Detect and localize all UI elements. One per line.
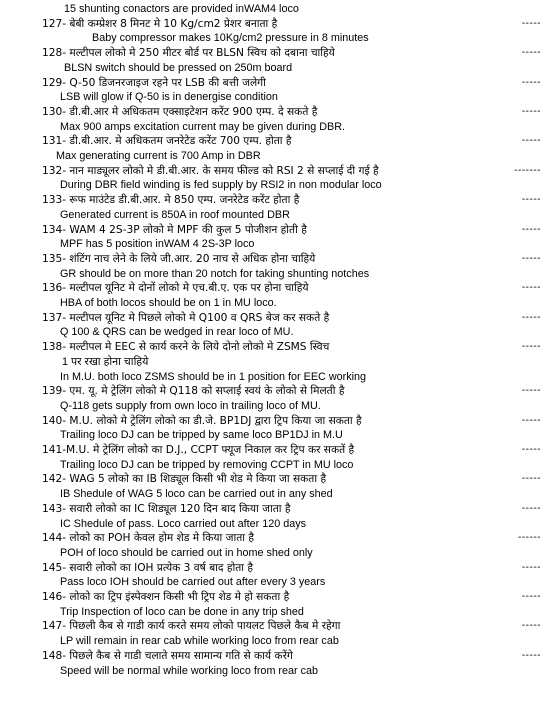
- answer-blank: -----: [521, 311, 541, 323]
- question-line: [42, 106, 555, 118]
- answer-blank: -----: [521, 444, 541, 455]
- translation-text: During DBR field winding is fed supply by RSI2 in non modular loco: [60, 179, 382, 192]
- question-text: 128- मल्टीपल लोको मे 250 मीटर बोर्ड पर BLSN स्विच को दबाना चाहिये: [42, 47, 335, 60]
- translation-text: MPF has 5 position inWAM 4 2S-3P loco: [60, 238, 255, 251]
- translation-line: [60, 268, 555, 280]
- question-text: 138- मल्टीपल मे EEC से कार्य करने के लिये दोनो लोको मे ZSMS स्विच: [42, 341, 330, 354]
- answer-blank: -----: [521, 17, 541, 29]
- translation-text: Trailing loco DJ can be tripped by removing CCPT in MU loco: [60, 458, 354, 471]
- answer-blank: -----: [521, 620, 541, 632]
- translation-text: BLSN switch should be pressed on 250m board: [64, 61, 293, 74]
- translation-line: [60, 179, 555, 191]
- translation-line: [60, 635, 555, 647]
- translation-line: [60, 665, 555, 677]
- translation-line: [60, 547, 555, 559]
- question-text: 141-M.U. मे ट्रेलिंग लोको का D.J., CCPT फ्यूज निकाल कर ट्रिप कर सकतें है: [42, 444, 355, 456]
- translation-line: [60, 576, 555, 588]
- translation-line: [64, 62, 555, 74]
- question-line: [42, 532, 555, 544]
- translation-text: LP will remain in rear cab while working loco from rear cab: [60, 635, 339, 648]
- question-line: [42, 135, 555, 147]
- answer-blank: -------: [514, 164, 541, 176]
- answer-blank: ------: [518, 532, 541, 544]
- translation-text: Max generating current is 700 Amp in DBR: [56, 150, 261, 162]
- question-text: 146- लोको का ट्रिप इंस्पेक्शन किसी भी ट्रिप शेड मे हो सकता है: [42, 591, 290, 603]
- question-text: 147- पिछली कैब से गाडी कार्य करते समय लोको पायलट पिछले कैब मे रहेगा: [42, 620, 341, 633]
- question-line: [42, 341, 555, 353]
- translation-text: Generated current is 850A in roof mounted DBR: [60, 208, 290, 221]
- question-text: 148- पिछले कैब से गाडी चलाते समय सामान्य गति से कार्य करेंगे: [42, 649, 293, 662]
- answer-blank: -----: [521, 135, 541, 147]
- translation-text: Max 900 amps excitation current may be given during DBR.: [60, 120, 346, 133]
- translation-text: Trailing loco DJ can be tripped by same loco BP1DJ in M.U: [60, 429, 343, 442]
- question-text: 142- WAG 5 लोको का IB शिड्यूल किसी भी शेड मे किया जा सकता है: [42, 473, 327, 486]
- answer-blank: -----: [521, 223, 541, 235]
- question-text: 127- बेबी कम्प्रेशर 8 मिनट मे 10 Kg/cm2 प्रेशर बनाता है: [42, 17, 278, 30]
- question-line: [42, 282, 555, 294]
- translation-text: 1 पर रखा होना चाहिये: [62, 355, 149, 368]
- answer-blank: -----: [521, 341, 541, 353]
- translation-line: [60, 488, 555, 500]
- answer-blank: -----: [521, 502, 541, 514]
- question-line: [42, 165, 555, 177]
- question-text: 132- नान माड्यूलर लोको मे डी.बी.आर. के समय फील्ड को RSI 2 से सप्लाई दी गई है: [42, 164, 379, 177]
- question-line: [42, 562, 555, 574]
- answer-blank: -----: [521, 105, 541, 117]
- translation-line: [60, 121, 555, 133]
- question-text: 143- सवारी लोको का IC शिड्यूल 120 दिन बाद किया जाता है: [42, 502, 291, 515]
- question-text: 135- शंटिंग नाच लेने के लिये जी.आर. 20 नाच से अधिक होना चाहिये: [42, 252, 316, 265]
- answer-blank: -----: [521, 561, 541, 573]
- translation-line: [60, 91, 555, 103]
- question-line: [42, 194, 555, 206]
- translation-text: HBA of both locos should be on 1 in MU loco.: [60, 297, 277, 309]
- translation-text: IB Shedule of WAG 5 loco can be carried out in any shed: [60, 488, 333, 501]
- question-text: 136- मल्टीपल यूनिट मे दोनों लोको मे एच.बी.ए. एक पर होना चाहिये: [42, 282, 309, 295]
- translation-line: [60, 429, 555, 441]
- translation-text: Trip Inspection of loco can be done in any trip shed: [60, 605, 304, 618]
- translation-line: [60, 400, 555, 412]
- question-line: [42, 18, 555, 30]
- question-text: 131- डी.बी.आर. मे अधिकतम जनरेटेड करेंट 700 एम्प. होता है: [42, 135, 292, 148]
- translation-text: Baby compressor makes 10Kg/cm2 pressure in 8 minutes: [92, 32, 369, 45]
- answer-blank: -----: [521, 385, 541, 397]
- answer-blank: -----: [521, 649, 541, 661]
- translation-line: [62, 356, 555, 368]
- translation-text: GR should be on more than 20 notch for taking shunting notches: [60, 267, 370, 280]
- question-text: 133- रूफ माउंटेड डी.बी.आर. मे 850 एम्प. जनरेटेड करेंट होता है: [42, 194, 300, 207]
- question-text: 137- मल्टीपल यूनिट मे पिछले लोको मे Q100 व QRS बेज कर सकते है: [42, 311, 330, 324]
- translation-line: [64, 3, 555, 15]
- answer-blank: -----: [521, 47, 541, 59]
- question-line: [42, 312, 555, 324]
- translation-text: 15 shunting conactors are provided inWAM4 loco: [64, 3, 299, 15]
- translation-line: [60, 459, 555, 471]
- question-line: [42, 591, 555, 603]
- translation-line: [56, 150, 555, 162]
- question-text: 130- डी.बी.आर मे अधिकतम एक्साइटेशन करेंट 900 एम्प. दे सकते है: [42, 105, 318, 118]
- question-line: [42, 253, 555, 265]
- translation-text: Q 100 & QRS can be wedged in rear loco of MU.: [60, 326, 294, 339]
- translation-line: [60, 326, 555, 338]
- answer-blank: -----: [521, 414, 541, 426]
- question-text: 139- एम. यू. मे ट्रेलिंग लोको मे Q118 को सप्लाई स्वयं के लोको से मिलती है: [42, 385, 345, 398]
- translation-text: Pass loco IOH should be carried out after every 3 years: [60, 576, 326, 589]
- answer-blank: -----: [521, 194, 541, 206]
- question-line: [42, 47, 555, 59]
- question-text: 134- WAM 4 2S-3P लोको मे MPF की कुल 5 पोजीशन होती है: [42, 223, 307, 236]
- translation-line: [60, 238, 555, 250]
- question-text: 144- लोको का POH केवल होम शेड मे किया जाता है: [42, 532, 254, 545]
- translation-line: [60, 297, 555, 309]
- question-line: [42, 650, 555, 662]
- question-text: 129- Q-50 डिजनरजाइज रहने पर LSB की बत्ती जलेगी: [42, 76, 266, 89]
- translation-text: Q-118 gets supply from own loco in trailing loco of MU.: [60, 399, 321, 412]
- question-line: [42, 415, 555, 427]
- translation-text: LSB will glow if Q-50 is in denergise condition: [60, 91, 278, 104]
- answer-blank: -----: [521, 252, 541, 264]
- translation-line: [60, 606, 555, 618]
- translation-line: [60, 371, 555, 383]
- translation-line: [92, 32, 555, 44]
- question-line: [42, 473, 555, 485]
- answer-blank: -----: [521, 473, 541, 485]
- translation-text: In M.U. both loco ZSMS should be in 1 position for EEC working: [60, 370, 367, 383]
- question-line: [42, 444, 555, 456]
- answer-blank: -----: [521, 591, 541, 602]
- question-text: 140- M.U. लोको मे ट्रेलिंग लोको का डी.जे. BP1DJ द्वारा ट्रिप किया जा सकता है: [42, 414, 362, 427]
- answer-blank: -----: [521, 76, 541, 88]
- question-line: [42, 385, 555, 397]
- translation-line: [60, 518, 555, 530]
- translation-text: Speed will be normal while working loco from rear cab: [60, 664, 319, 677]
- question-text: 145- सवारी लोको का IOH प्रत्येक 3 वर्ष बाद होता है: [42, 561, 254, 574]
- answer-blank: -----: [521, 282, 541, 294]
- question-line: [42, 620, 555, 632]
- question-line: [42, 77, 555, 89]
- translation-text: IC Shedule of pass. Loco carried out after 120 days: [60, 517, 307, 530]
- translation-text: POH of loco should be carried out in home shed only: [60, 546, 313, 559]
- question-line: [42, 503, 555, 515]
- translation-line: [60, 209, 555, 221]
- question-line: [42, 224, 555, 236]
